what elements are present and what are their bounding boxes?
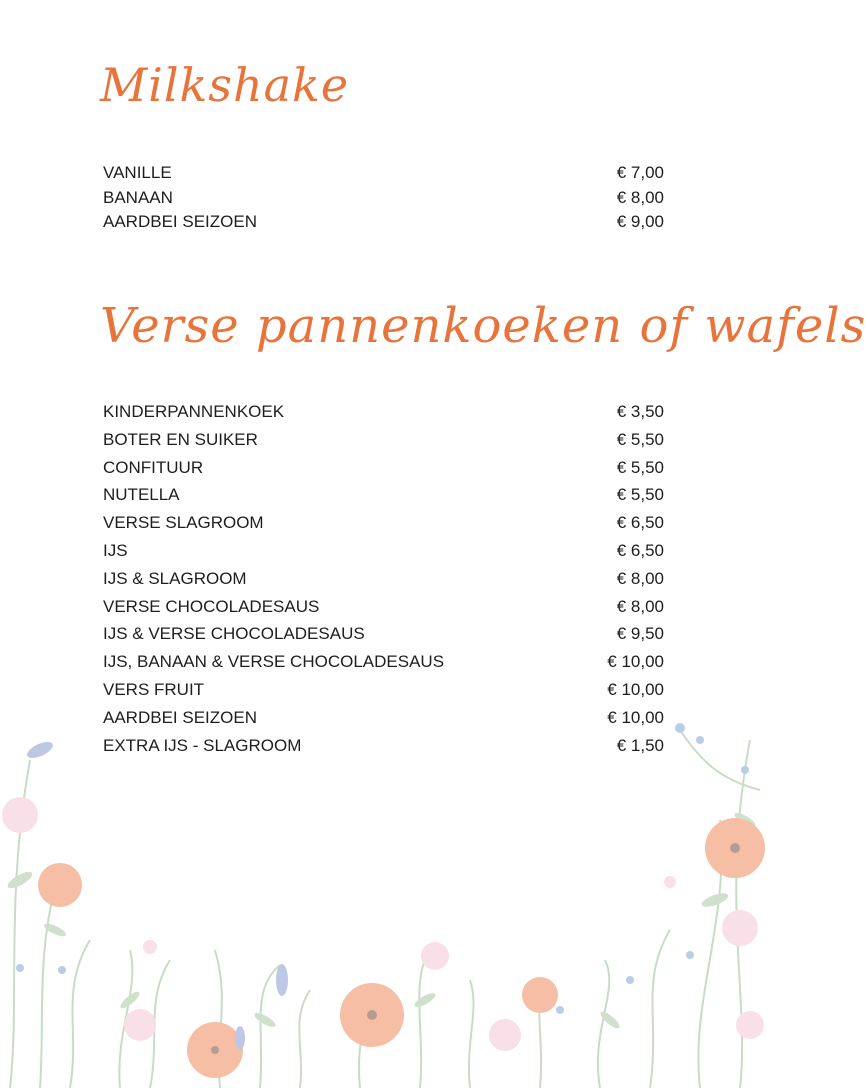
menu-item-price: € 8,00 [616,568,664,588]
menu-item [103,513,664,541]
menu-item-name: IJS, BANAAN & VERSE CHOCOLADESAUS [103,652,445,672]
menu-item [103,458,664,486]
menu-item [103,430,664,458]
menu-item-name: EXTRA IJS - SLAGROOM [103,735,302,755]
menu-item-name: IJS & VERSE CHOCOLADESAUS [103,624,365,644]
menu-item [103,680,664,708]
menu-item-price: € 8,00 [616,596,664,616]
menu-item [103,188,664,213]
menu-item-name: VERSE CHOCOLADESAUS [103,596,320,616]
menu-item-price: € 9,50 [616,624,664,644]
menu-item-price: € 5,50 [616,457,664,477]
menu-item [103,652,664,680]
section-title-milkshake: Milkshake [100,58,350,112]
menu-item-price: € 9,00 [616,212,664,231]
menu-item-name: BOTER EN SUIKER [103,429,258,449]
menu-list-pancakes [103,402,664,763]
menu-item [103,402,664,430]
menu-item-name: CONFITUUR [103,457,204,477]
cosmos-flower-icon [2,797,764,1051]
menu-item [103,485,664,513]
menu-item [103,163,664,188]
menu-item-price: € 1,50 [616,735,664,755]
forget-me-not-icon [16,723,749,1014]
menu-item-price: € 8,00 [616,187,664,207]
lavender-icon [25,739,288,1050]
menu-list-milkshake [103,163,664,237]
menu-item-price: € 6,50 [616,513,664,533]
menu-item-name: KINDERPANNENKOEK [103,402,285,421]
menu-item-name: VERS FRUIT [103,679,205,699]
menu-item-name: IJS & SLAGROOM [103,568,247,588]
menu-item [103,541,664,569]
menu-item-price: € 10,00 [607,652,664,672]
menu-item-price: € 5,50 [616,429,664,449]
menu-item [103,736,664,764]
menu-item-price: € 6,50 [616,540,664,560]
menu-item-price: € 10,00 [607,707,664,727]
poppy-icon [38,818,765,1078]
menu-item-price: € 5,50 [616,485,664,505]
menu-item [103,624,664,652]
menu-item [103,597,664,625]
menu-item-name: BANAAN [103,187,173,207]
menu-item [103,569,664,597]
menu-item-price: € 10,00 [607,679,664,699]
menu-item-name: VANILLE [103,163,172,182]
menu-item-name: AARDBEI SEIZOEN [103,707,257,727]
menu-item [103,708,664,736]
menu-item-price: € 7,00 [616,163,664,182]
menu-item-name: NUTELLA [103,485,180,505]
menu-item-name: IJS [103,540,128,560]
section-title-pancakes: Verse pannenkoeken of wafels [100,298,866,354]
menu-item-name: VERSE SLAGROOM [103,513,264,533]
menu-item-name: AARDBEI SEIZOEN [103,212,257,231]
menu-item [103,212,664,237]
menu-item-price: € 3,50 [616,402,664,421]
